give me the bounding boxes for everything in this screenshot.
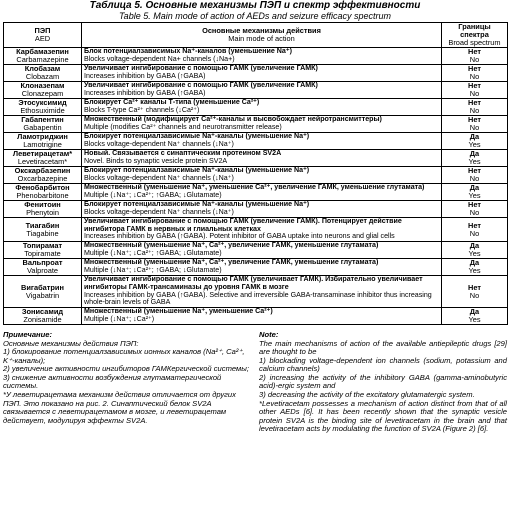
spectrum-ru: Да: [469, 149, 480, 158]
spectrum-cell: [442, 201, 508, 218]
table-row: [4, 167, 508, 184]
drug-cell: [4, 259, 82, 276]
table-header-row: [4, 23, 508, 48]
mechanism-ru: Множественный (уменьшение Na⁺, уменьшение Ca²⁺): [84, 307, 273, 316]
spectrum-ru: Нет: [468, 200, 481, 209]
spectrum-ru: Да: [469, 241, 480, 251]
drug-cell: [4, 150, 82, 167]
spectrum-ru: Да: [469, 306, 480, 316]
drug-cell: [4, 276, 82, 308]
header-drug-en: AED: [34, 34, 51, 43]
drug-name-ru: Клоназепам: [20, 81, 65, 90]
mechanism-ru: Блокирует Ca²⁺ каналы Т-типа (уменьшение Ca²⁺): [84, 98, 260, 107]
table-row: [4, 48, 508, 65]
spectrum-ru: Нет: [468, 166, 481, 175]
spectrum-en: No: [469, 208, 480, 217]
mechanism-cell: [82, 201, 442, 218]
notes-en-line: 1) blockading voltage-dependent ion channels (sodium, potassium and calcium channels): [259, 355, 507, 374]
notes-en-footnote: *Levetiracetam possesses a mechanism of action distinct from that of all other AEDs [6]. It has been recently shown that the synaptic vesicle protein SV2A is the binding site of levetiracetam in the brain and that levetiracetam acts by modulating the function of SV2A (Figure 2) [6].: [259, 398, 507, 434]
drug-name-en: Topiramate: [24, 249, 61, 259]
mechanism-ru: Блокирует потенциалзависимые Na⁺-каналы (уменьшение Na⁺): [84, 200, 310, 209]
mechanism-en: Blocks T-type Ca²⁺ channels (↓Ca²⁺): [84, 106, 200, 114]
notes-ru-title: Примечание:: [3, 329, 53, 339]
mechanism-ru: Увеличивает ингибирование с помощью ГАМК (увеличение ГАМК): [84, 81, 318, 90]
mechanism-cell: [82, 167, 442, 184]
table-row: [4, 218, 508, 242]
mechanism-en: Novel. Binds to synaptic vesicle protein SV2A: [84, 157, 228, 165]
table-title-en: Table 5. Main mode of action of AEDs and seizure efficacy spectrum: [119, 11, 391, 21]
mechanism-ru: Увеличивает ингибирование с помощью ГАМК (увеличение ГАМК): [84, 64, 318, 73]
drug-name-ru: Тиагабин: [25, 220, 60, 230]
mechanism-en: Multiple (↓Na⁺; ↓Ca²⁺; ↑GABA; ↓Glutamate): [84, 266, 222, 275]
drug-name-en: Vigabatrin: [25, 290, 60, 300]
table-row: [4, 201, 508, 218]
spectrum-en: Yes: [468, 191, 481, 200]
drug-name-ru: Габапентин: [21, 115, 64, 124]
drug-cell: [4, 201, 82, 218]
spectrum-cell: [442, 116, 508, 133]
table-row: [4, 133, 508, 150]
spectrum-cell: [442, 307, 508, 324]
drug-name-ru: Клобазам: [24, 64, 61, 73]
drug-cell: [4, 218, 82, 242]
header-spectrum-en: Broad spectrum: [448, 38, 501, 47]
header-mechanism: [82, 23, 442, 48]
spectrum-cell: [442, 184, 508, 201]
table-row: [4, 116, 508, 133]
drug-name-en: Ethosuximide: [20, 106, 65, 115]
spectrum-en: Yes: [468, 266, 481, 276]
drug-name-en: Lamotrigine: [23, 140, 62, 149]
notes-ru-line: Основные механизмы действия ПЭП:: [3, 338, 139, 348]
drug-name-ru: Топирамат: [22, 241, 63, 251]
spectrum-en: No: [469, 89, 480, 98]
header-spectrum-ru: Границы спектра: [458, 22, 491, 39]
notes-section: [3, 331, 507, 434]
spectrum-ru: Нет: [468, 47, 481, 56]
spectrum-en: No: [469, 72, 480, 81]
mechanism-ru: Множественный (уменьшение Na⁺, уменьшение Ca²⁺, увеличение ГАМК, уменьшение глутамата): [84, 183, 425, 192]
mechanism-ru: Новый. Связывается с синаптическим протеином SV2A: [84, 149, 282, 158]
mechanism-cell: [82, 82, 442, 99]
mechanism-en: Blocks voltage-dependent Na⁺ channels (↓Na⁺): [84, 208, 234, 216]
spectrum-cell: [442, 82, 508, 99]
drug-name-ru: Ламотриджин: [17, 132, 68, 141]
mechanism-en: Multiple (modifies Ca²⁺ channels and neurotransmitter release): [84, 123, 282, 131]
mechanism-en: Blocks voltage-dependent Na⁺ channels (↓Na⁺): [84, 174, 234, 182]
spectrum-ru: Да: [469, 132, 480, 141]
mechanism-cell: [82, 99, 442, 116]
mechanism-ru: Множественный (модифицирует Ca²⁺-каналы и высвобождает нейротрансмиттеры): [84, 115, 382, 124]
drug-name-en: Tiagabine: [26, 228, 59, 238]
drug-name-ru: Фенобарбитон: [15, 183, 70, 192]
notes-ru: [3, 331, 251, 434]
drug-cell: [4, 99, 82, 116]
spectrum-en: No: [469, 123, 480, 132]
header-drug: [4, 23, 82, 48]
mechanism-en: Increases inhibition by GABA (↑GABA): [84, 89, 206, 97]
spectrum-en: No: [469, 55, 480, 64]
drug-name-ru: Вигабатрин: [21, 282, 64, 292]
spectrum-en: Yes: [468, 140, 481, 149]
drug-name-ru: Этосуксимид: [18, 98, 67, 107]
table-row: [4, 65, 508, 82]
spectrum-en: Yes: [468, 249, 481, 259]
mechanism-en: Multiple (↓Na⁺; ↓Ca²⁺; ↑GABA; ↓Glutamate): [84, 191, 222, 199]
mechanism-ru: Множественный (уменьшение Na⁺, Ca²⁺, увеличение ГАМК, уменьшение глутамата): [84, 258, 379, 267]
mechanism-en: Multiple (↓Na⁺; ↓Ca²⁺; ↑GABA; ↓Glutamate): [84, 249, 222, 258]
drug-cell: [4, 133, 82, 150]
drug-cell: [4, 167, 82, 184]
spectrum-cell: [442, 150, 508, 167]
table-row: [4, 150, 508, 167]
mechanism-cell: [82, 184, 442, 201]
spectrum-en: No: [469, 290, 480, 300]
spectrum-cell: [442, 48, 508, 65]
table-title-ru: Таблица 5. Основные механизмы ПЭП и спектр эффективности: [89, 0, 421, 11]
notes-en-title: Note:: [259, 329, 279, 339]
spectrum-ru: Нет: [468, 81, 481, 90]
drug-name-en: Oxcarbazepine: [17, 174, 68, 183]
mechanism-ru: Блокирует потенциалзависимые Na⁺-каналы (уменьшение Na⁺): [84, 132, 310, 141]
drug-name-en: Valproate: [26, 266, 59, 276]
mechanism-cell: [82, 242, 442, 259]
drug-cell: [4, 82, 82, 99]
drug-name-en: Clobazam: [25, 72, 60, 81]
spectrum-cell: [442, 65, 508, 82]
drug-name-ru: Зонисамид: [21, 306, 64, 316]
drug-cell: [4, 65, 82, 82]
drug-cell: [4, 307, 82, 324]
notes-ru-footnote: *У леветирацетама механизм действия отличается от других ПЭП. Это показано на рис. 2. Синаптический белок SV2A связывается с леветирацетамом в мозге, и леветирацетам действует, модулируя эффекты SV2A.: [3, 390, 236, 425]
table-row: [4, 242, 508, 259]
header-drug-ru: ПЭП: [34, 26, 51, 35]
drug-cell: [4, 242, 82, 259]
table-row: [4, 276, 508, 308]
spectrum-cell: [442, 99, 508, 116]
drug-name-ru: Карбамазепин: [16, 47, 69, 56]
spectrum-cell: [442, 276, 508, 308]
mechanism-cell: [82, 259, 442, 276]
notes-en-line: The main mechanisms of action of the available antiepileptic drugs [29] are thought to be: [259, 338, 507, 357]
spectrum-en: Yes: [468, 314, 481, 324]
mechanism-ru: Увеличивает ингибирование с помощью ГАМК (увеличение ГАМК). Потенцирует действие ингибитора ГАМК в нервных и глиальных клетках: [84, 217, 402, 233]
mechanism-cell: [82, 276, 442, 308]
table-body: [4, 48, 508, 325]
spectrum-en: No: [469, 106, 480, 115]
table-row: [4, 259, 508, 276]
mechanism-cell: [82, 48, 442, 65]
notes-ru-line: 1) блокирование потенциалзависимых ионных каналов (Na²⁺, Ca²⁺, K⁺-каналы);: [3, 347, 245, 365]
spectrum-en: Yes: [468, 157, 481, 166]
notes-en: [259, 331, 507, 434]
drug-cell: [4, 116, 82, 133]
table-row: [4, 307, 508, 324]
aed-table: [3, 22, 508, 325]
mechanism-cell: [82, 150, 442, 167]
table-row: [4, 99, 508, 116]
mechanism-ru: Блокирует потенциалзависимые Na⁺-каналы (уменьшение Na⁺): [84, 166, 310, 175]
spectrum-ru: Нет: [468, 282, 481, 292]
mechanism-ru: Множественный (уменьшение Na⁺, Ca²⁺, увеличение ГАМК, уменьшение глутамата): [84, 241, 379, 250]
notes-ru-line: 2) увеличение активности ингибиторов ГАМКергической системы;: [3, 364, 249, 374]
document-page: [3, 0, 507, 434]
mechanism-cell: [82, 307, 442, 324]
table-row: [4, 184, 508, 201]
spectrum-cell: [442, 242, 508, 259]
spectrum-cell: [442, 259, 508, 276]
mechanism-en: Increases inhibition by GABA (↑GABA). Potent inhibitor of GABA uptake into neurons and glial cells: [84, 232, 395, 241]
mechanism-ru: Блок потенциалзависимых Na⁺-каналов (уменьшение Na⁺): [84, 47, 292, 56]
drug-name-en: Clonazepam: [21, 89, 64, 98]
drug-name-ru: Леветирацетам*: [12, 149, 73, 158]
drug-name-en: Zonisamide: [23, 314, 62, 324]
spectrum-cell: [442, 167, 508, 184]
mechanism-en: Multiple (↓Na⁺; ↓Ca²⁺): [84, 314, 155, 323]
drug-name-ru: Окскарбазепин: [14, 166, 71, 175]
drug-cell: [4, 184, 82, 201]
mechanism-en: Increases inhibition by GABA (↑GABA). Selective and irreversible GABA-transaminase inhibitor thus increasing whole-brain levels of GABA: [84, 290, 432, 307]
spectrum-ru: Нет: [468, 98, 481, 107]
spectrum-en: No: [469, 174, 480, 183]
drug-name-ru: Вальпроат: [22, 258, 63, 268]
notes-en-line: 2) increasing the activity of the inhibitory GABA (gamma-aminobutyric acid)-ergic system and: [259, 372, 507, 391]
spectrum-ru: Да: [469, 258, 480, 268]
spectrum-ru: Нет: [468, 115, 481, 124]
spectrum-cell: [442, 133, 508, 150]
drug-name-en: Carbamazepine: [16, 55, 69, 64]
spectrum-ru: Нет: [468, 220, 481, 230]
spectrum-en: No: [469, 228, 480, 238]
drug-name-en: Phenytoin: [26, 208, 59, 217]
notes-en-line: 3) decreasing the activity of the excitatory glutamatergic system.: [259, 390, 475, 400]
drug-name-en: Levetiracetam*: [17, 157, 68, 166]
table-row: [4, 82, 508, 99]
mechanism-ru: Увеличивает ингибирование с помощью ГАМК (увеличивает ГАМК). Избирательно увеличивает ингибиторы ГАМК-трансаминазы до уровня ГАМК в мозге: [84, 275, 423, 291]
drug-name-en: Phenobarbitone: [16, 191, 69, 200]
spectrum-ru: Нет: [468, 64, 481, 73]
mechanism-en: Increases inhibition by GABA (↑GABA): [84, 72, 206, 80]
header-mechanism-en: Main mode of action: [228, 34, 295, 43]
mechanism-cell: [82, 218, 442, 242]
drug-name-en: Gabapentin: [23, 123, 62, 132]
notes-ru-line: 3) снижение активности возбуждения глутаматергической системы.: [3, 372, 222, 391]
mechanism-cell: [82, 133, 442, 150]
mechanism-en: Blocks voltage-dependent Na+ channels (↓Na+): [84, 55, 235, 63]
mechanism-cell: [82, 116, 442, 133]
spectrum-cell: [442, 218, 508, 242]
table-caption: [3, 0, 507, 21]
mechanism-en: Blocks voltage-dependent Na⁺ channels (↓Na⁺): [84, 140, 234, 148]
drug-cell: [4, 48, 82, 65]
spectrum-ru: Да: [469, 183, 480, 192]
header-spectrum: [442, 23, 508, 48]
drug-name-ru: Фенитоин: [24, 200, 61, 209]
header-mechanism-ru: Основные механизмы действия: [202, 26, 321, 35]
mechanism-cell: [82, 65, 442, 82]
